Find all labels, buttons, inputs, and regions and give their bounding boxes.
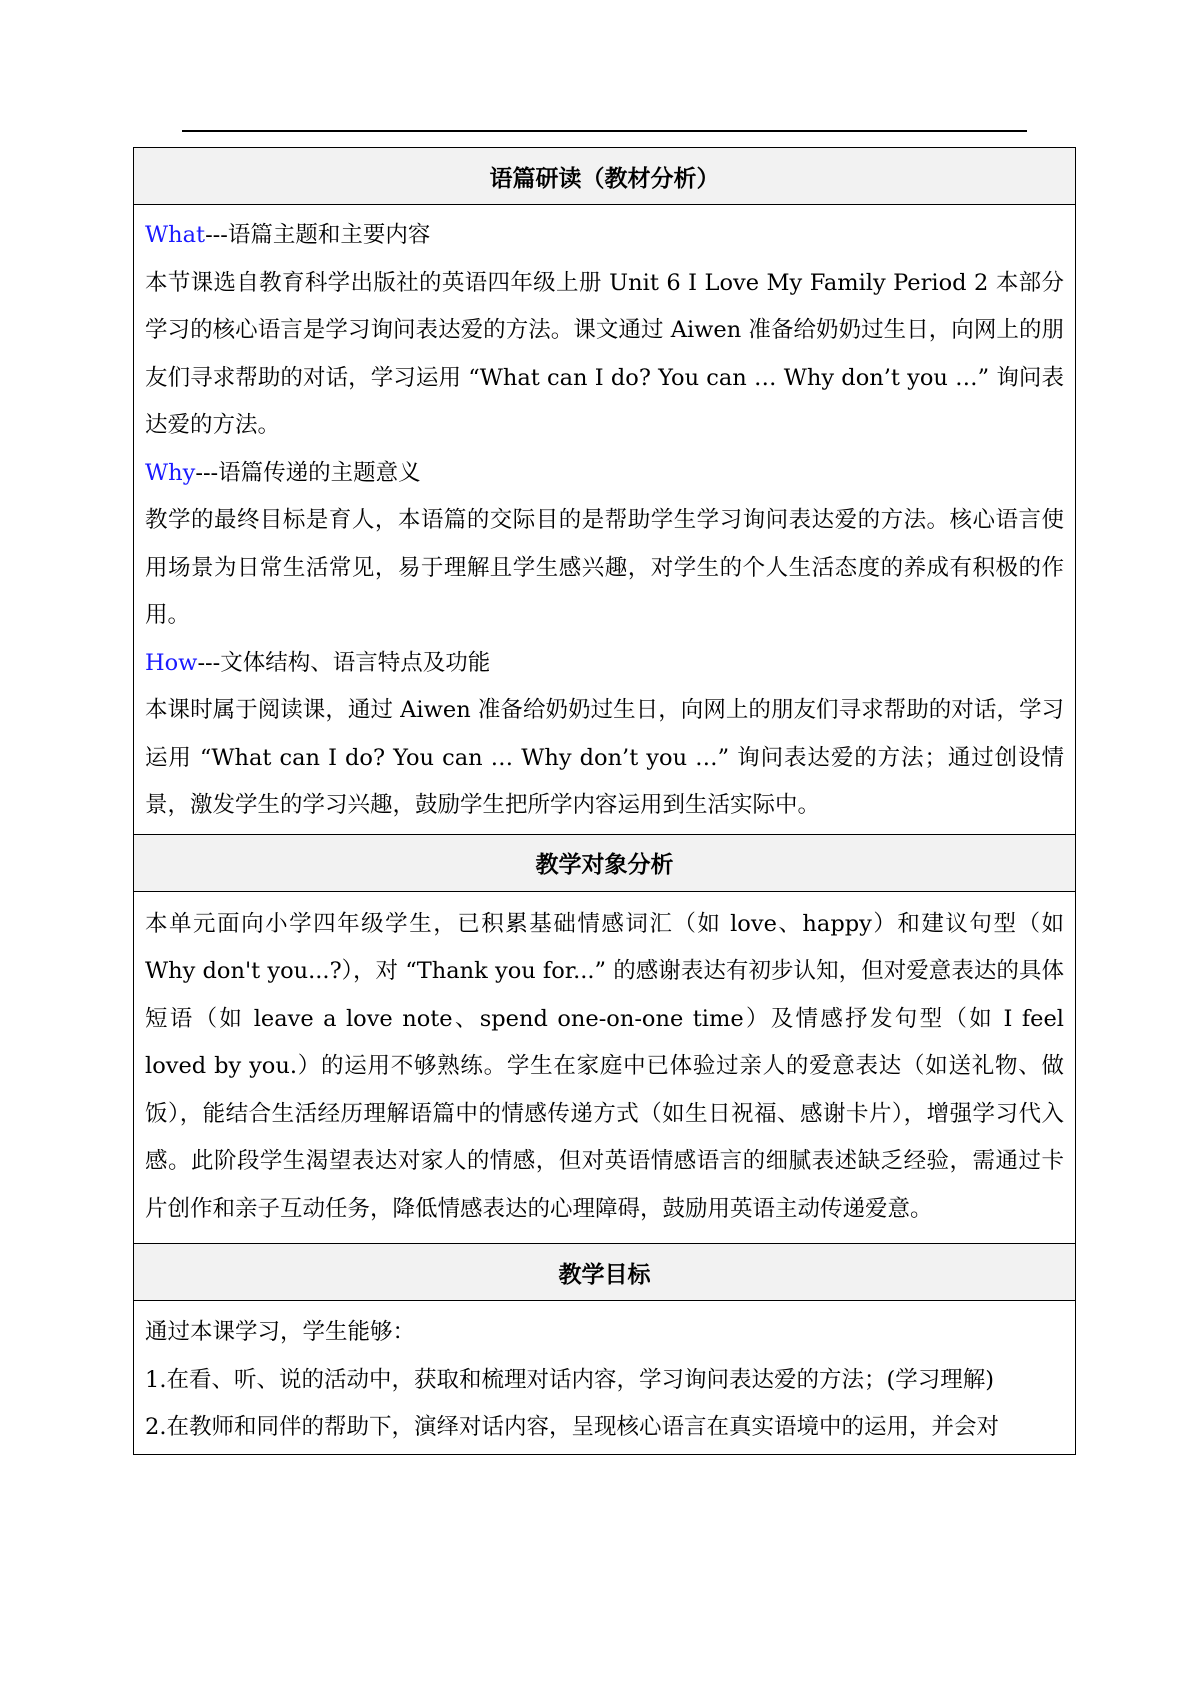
- how-body: 本课时属于阅读课，通过 Aiwen 准备给奶奶过生日，向网上的朋友们寻求帮助的对话，学习运用 “What can I do? You can … Why don’t you …” 询问表达爱的方法；通过创设情景，激发学生的学习兴趣，鼓励学生把所学内容运用到生活实际中。: [145, 697, 1064, 818]
- student-analysis-cell: [134, 892, 1075, 1245]
- text-analysis-cell: [134, 205, 1075, 835]
- how-heading: [145, 640, 1064, 688]
- what-keyword: What: [145, 222, 206, 248]
- why-keyword: Why: [145, 459, 196, 486]
- header-rule: [182, 130, 1027, 132]
- goals-intro: 通过本课学习，学生能够：: [145, 1319, 416, 1345]
- why-body: 教学的最终目标是育人，本语篇的交际目的是帮助学生学习询问表达爱的方法。核心语言使用场景为日常生活常见，易于理解且学生感兴趣，对学生的个人生活态度的养成有积极的作用。: [145, 507, 1064, 628]
- goal-item: 1.在看、听、说的活动中，获取和梳理对话内容，学习询问表达爱的方法；(学习理解): [145, 1366, 995, 1393]
- what-heading-text: ---语篇主题和主要内容: [205, 222, 431, 248]
- lesson-plan-table: [133, 147, 1076, 1455]
- section-header-text-analysis: 语篇研读（教材分析）: [134, 148, 1075, 205]
- section-header-teaching-goals: 教学目标: [134, 1244, 1075, 1301]
- teaching-goals-cell: [134, 1301, 1075, 1454]
- section-header-student-analysis: 教学对象分析: [134, 835, 1075, 892]
- why-heading-text: ---语篇传递的主题意义: [195, 459, 421, 486]
- goal-item: 2.在教师和同伴的帮助下，演绎对话内容，呈现核心语言在真实语境中的运用，并会对: [145, 1414, 999, 1440]
- how-heading-text: ---文体结构、语言特点及功能: [197, 649, 491, 676]
- why-heading: [145, 450, 1064, 498]
- student-analysis-body: 本单元面向小学四年级学生，已积累基础情感词汇（如 love、happy）和建议句型（如 Why don't you...?），对 “Thank you for...” 的感谢表达有初步认知，但对爱意表达的具体短语（如 leave a love note、spend one-on-one time）及情感抒发句型（如 I feel loved by you.）的运用不够熟练。学生在家庭中已体验过亲人的爱意表达（如送礼物、做饭），能结合生活经历理解语篇中的情感传递方式（如生日祝福、感谢卡片），增强学习代入感。此阶段学生渴望表达对家人的情感，但对英语情感语言的细腻表述缺乏经验，需通过卡片创作和亲子互动任务，降低情感表达的心理障碍，鼓励用英语主动传递爱意。: [145, 910, 1064, 1222]
- what-body: 本节课选自教育科学出版社的英语四年级上册 Unit 6 I Love My Family Period 2 本部分学习的核心语言是学习询问表达爱的方法。课文通过 Aiwen 准备给奶奶过生日，向网上的朋友们寻求帮助的对话，学习运用 “What can I do? You can … Why don’t you …” 询问表达爱的方法。: [145, 269, 1064, 438]
- what-heading: [145, 212, 1064, 260]
- how-keyword: How: [145, 649, 198, 676]
